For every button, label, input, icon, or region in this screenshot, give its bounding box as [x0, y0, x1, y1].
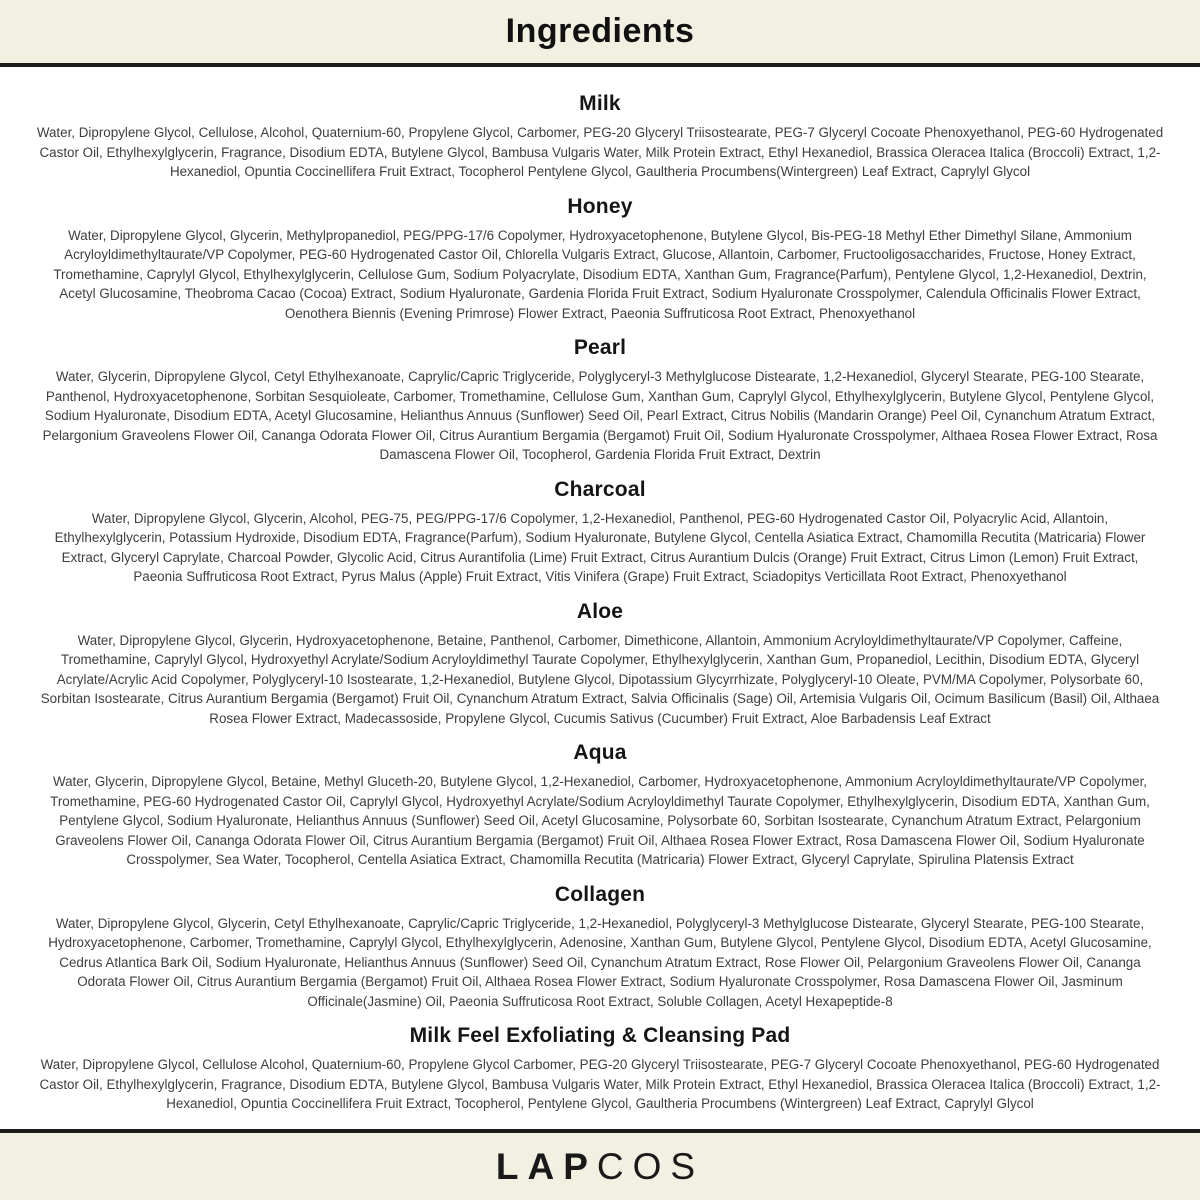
ingredients-list	[0, 67, 1200, 1114]
section-milk-feel-exfoliating-cleansing-pad	[36, 1024, 1164, 1114]
section-title: Aqua	[573, 741, 627, 764]
ingredients-paragraph: Water, Glycerin, Dipropylene Glycol, Cetyl Ethylhexanoate, Caprylic/Capric Triglyceride, Polyglyceryl-3 Methylglucose Distearate, 1,2-Hexanediol, Glyceryl Stearate, PEG-100 Stearate, Panthenol, Hydroxyacetophenone, Sorbitan Sesquioleate, Carbomer, Tromethamine, Cellulose Gum, Xanthan Gum, Caprylyl Glycol, Ethylhexylglycerin, Butylene Glycol, Pentylene Glycol, Sodium Hyaluronate, Disodium EDTA, Acetyl Glucosamine, Helianthus Annuus (Sunflower) Seed Oil, Pearl Extract, Citrus Nobilis (Mandarin Orange) Peel Oil, Cynanchum Atratum Extract, Pelargonium Graveolens Flower Oil, Cananga Odorata Flower Oil, Citrus Aurantium Bergamia (Bergamot) Fruit Oil, Sodium Hyaluronate Crosspolymer, Althaea Rosea Flower Extract, Rosa Damascena Flower Oil, Tocopherol, Gardenia Florida Fruit Extract, Dextrin	[42, 369, 1158, 462]
ingredients-paragraph: Water, Dipropylene Glycol, Cellulose, Alcohol, Quaternium-60, Propylene Glycol, Carbomer, PEG-20 Glyceryl Triisostearate, PEG-7 Glyceryl Cocoate Phenoxyethanol, PEG-60 Hydrogenated Castor Oil, Ethylhexylglycerin, Fragrance, Disodium EDTA, Butylene Glycol, Bambusa Vulgaris Water, Milk Protein Extract, Ethyl Hexanediol, Brassica Oleracea Italica (Broccoli) Extract, 1,2-Hexanediol, Opuntia Coccinellifera Fruit Extract, Tocopherol Pentylene Glycol, Gaultheria Procumbens(Wintergreen) Leaf Extract, Caprylyl Glycol	[36, 125, 1164, 179]
section-title: Honey	[567, 194, 633, 218]
section-title: Milk	[579, 92, 621, 115]
lapcos-logo-bold-part: LAP	[495, 1145, 597, 1187]
ingredients-paragraph: Water, Dipropylene Glycol, Glycerin, Alcohol, PEG-75, PEG/PPG-17/6 Copolymer, 1,2-Hexanediol, Panthenol, PEG-60 Hydrogenated Castor Oil, Polyacrylic Acid, Allantoin, Ethylhexylglycerin, Potassium Hydroxide, Disodium EDTA, Fragrance(Parfum), Sodium Hyaluronate, Butylene Glycol, Centella Asiatica Extract, Chamomilla Recutita (Matricaria) Flower Extract, Glyceryl Caprylate, Charcoal Powder, Glycolic Acid, Citrus Aurantifolia (Lime) Fruit Extract, Citrus Aurantium Dulcis (Orange) Fruit Extract, Citrus Limon (Lemon) Fruit Extract, Paeonia Suffruticosa Root Extract, Pyrus Malus (Apple) Fruit Extract, Vitis Vinifera (Grape) Fruit Extract, Sciadopitys Verticillata Root Extract, Phenoxyethanol	[54, 510, 1146, 584]
section-title: Charcoal	[554, 477, 646, 501]
ingredients-paragraph: Water, Dipropylene Glycol, Cellulose Alcohol, Quaternium-60, Propylene Glycol Carbomer, PEG-20 Glyceryl Triisostearate, PEG-7 Glyceryl Cocoate Phenoxyethanol, PEG-60 Hydrogenated Castor Oil, Ethylhexylglycerin, Fragrance, Disodium EDTA, Butylene Glycol, Bambusa Vulgaris Water, Milk Protein Extract, Ethyl Hexanediol, Brassica Oleracea Italica (Broccoli) Extract, 1,2-Hexanediol, Opuntia Coccinellifera Fruit Extract, Tocopherol, Pentylene Glycol, Gaultheria Procumbens (Wintergreen) Leaf Extract, Caprylyl Glycol	[39, 1057, 1161, 1111]
page-title: Ingredients	[505, 12, 695, 50]
section-collagen	[36, 883, 1164, 1012]
section-title: Collagen	[554, 882, 646, 906]
section-title: Pearl	[573, 336, 627, 359]
section-milk	[36, 92, 1164, 182]
section-pearl	[36, 336, 1164, 465]
section-aloe	[36, 600, 1164, 729]
ingredients-paragraph: Water, Dipropylene Glycol, Glycerin, Methylpropanediol, PEG/PPG-17/6 Copolymer, Hydroxyacetophenone, Butylene Glycol, Bis-PEG-18 Methyl Ether Dimethyl Silane, Ammonium Acryloyldimethyltaurate/VP Copolymer, PEG-60 Hydrogenated Castor Oil, Chlorella Vulgaris Extract, Glucose, Allantoin, Carbomer, Fructooligosaccharides, Fructose, Honey Extract, Tromethamine, Caprylyl Glycol, Ethylhexylglycerin, Cellulose Gum, Sodium Polyacrylate, Disodium EDTA, Xanthan Gum, Fragrance(Parfum), Pentylene Glycol, 1,2-Hexanediol, Dextrin, Acetyl Glucosamine, Theobroma Cacao (Cocoa) Extract, Sodium Hyaluronate, Gardenia Florida Fruit Extract, Sodium Hyaluronate Crosspolymer, Calendula Officinalis Flower Extract, Oenothera Biennis (Evening Primrose) Flower Extract, Paeonia Suffruticosa Root Extract, Phenoxyethanol	[53, 227, 1147, 321]
section-aqua	[36, 741, 1164, 870]
ingredients-header-band	[0, 0, 1200, 67]
brand-footer-band	[0, 1129, 1200, 1200]
ingredients-paragraph: Water, Glycerin, Dipropylene Glycol, Betaine, Methyl Gluceth-20, Butylene Glycol, 1,2-Hexanediol, Carbomer, Hydroxyacetophenone, Ammonium Acryloyldimethyltaurate/VP Copolymer, Tromethamine, PEG-60 Hydrogenated Castor Oil, Caprylyl Glycol, Hydroxyethyl Acrylate/Sodium Acryloyldimethyl Taurate Copolymer, Ethylhexylglycerin, Disodium EDTA, Xanthan Gum, Pentylene Glycol, Sodium Hyaluronate, Helianthus Annuus (Sunflower) Seed Oil, Acetyl Glucosamine, Polysorbate 60, Sorbitan Isostearate, Cynanchum Atratum Extract, Pelargonium Graveolens Flower Oil, Cananga Odorata Flower Oil, Citrus Aurantium Bergamia (Bergamot) Fruit Oil, Althaea Rosea Flower Extract, Rosa Damascena Flower Oil, Sodium Hyaluronate Crosspolymer, Sea Water, Tocopherol, Centella Asiatica Extract, Chamomilla Recutita (Matricaria) Flower Extract, Glyceryl Caprylate, Spirulina Platensis Extract	[50, 774, 1150, 867]
section-honey	[36, 195, 1164, 324]
section-title: Aloe	[576, 599, 624, 623]
section-title: Milk Feel Exfoliating & Cleansing Pad	[409, 1024, 791, 1047]
lapcos-logo-light-part: COS	[596, 1145, 705, 1187]
ingredients-paragraph: Water, Dipropylene Glycol, Glycerin, Cetyl Ethylhexanoate, Caprylic/Capric Triglyceride, 1,2-Hexanediol, Polyglyceryl-3 Methylglucose Distearate, Glyceryl Stearate, PEG-100 Stearate, Hydroxyacetophenone, Carbomer, Tromethamine, Caprylyl Glycol, Ethylhexylglycerin, Adenosine, Xanthan Gum, Butylene Glycol, Pentylene Glycol, Disodium EDTA, Acetyl Glucosamine, Cedrus Atlantica Bark Oil, Sodium Hyaluronate, Helianthus Annuus (Sunflower) Seed Oil, Cynanchum Atratum Extract, Rose Flower Oil, Pelargonium Graveolens Flower Oil, Cananga Odorata Flower Oil, Citrus Aurantium Bergamia (Bergamot) Fruit Oil, Althaea Rosea Flower Extract, Sodium Hyaluronate Crosspolymer, Rosa Damascena Flower Oil, Jasminum Officinale(Jasmine) Oil, Paeonia Suffruticosa Root Extract, Soluble Collagen, Acetyl Hexapeptide-8	[48, 915, 1152, 1009]
ingredients-paragraph: Water, Dipropylene Glycol, Glycerin, Hydroxyacetophenone, Betaine, Panthenol, Carbomer, Dimethicone, Allantoin, Ammonium Acryloyldimethyltaurate/VP Copolymer, Caffeine, Tromethamine, Caprylyl Glycol, Hydroxyethyl Acrylate/Sodium Acryloyldimethyl Taurate Copolymer, Ethylhexylglycerin, Xanthan Gum, Propanediol, Lecithin, Disodium EDTA, Glyceryl Acrylate/Acrylic Acid Copolymer, Polyglyceryl-10 Isostearate, 1,2-Hexanediol, Butylene Glycol, Dipotassium Glycyrrhizate, Polyglyceryl-10 Oleate, PVM/MA Copolymer, Polysorbate 60, Sorbitan Isostearate, Citrus Aurantium Bergamia (Bergamot) Fruit Oil, Cynanchum Atratum Extract, Salvia Officinalis (Sage) Oil, Artemisia Vulgaris Oil, Ocimum Basilicum (Basil) Oil, Althaea Rosea Flower Extract, Madecassoside, Propylene Glycol, Cucumis Sativus (Cucumber) Fruit Extract, Aloe Barbadensis Leaf Extract	[40, 632, 1160, 726]
lapcos-logo	[496, 1146, 704, 1188]
section-charcoal	[36, 478, 1164, 587]
